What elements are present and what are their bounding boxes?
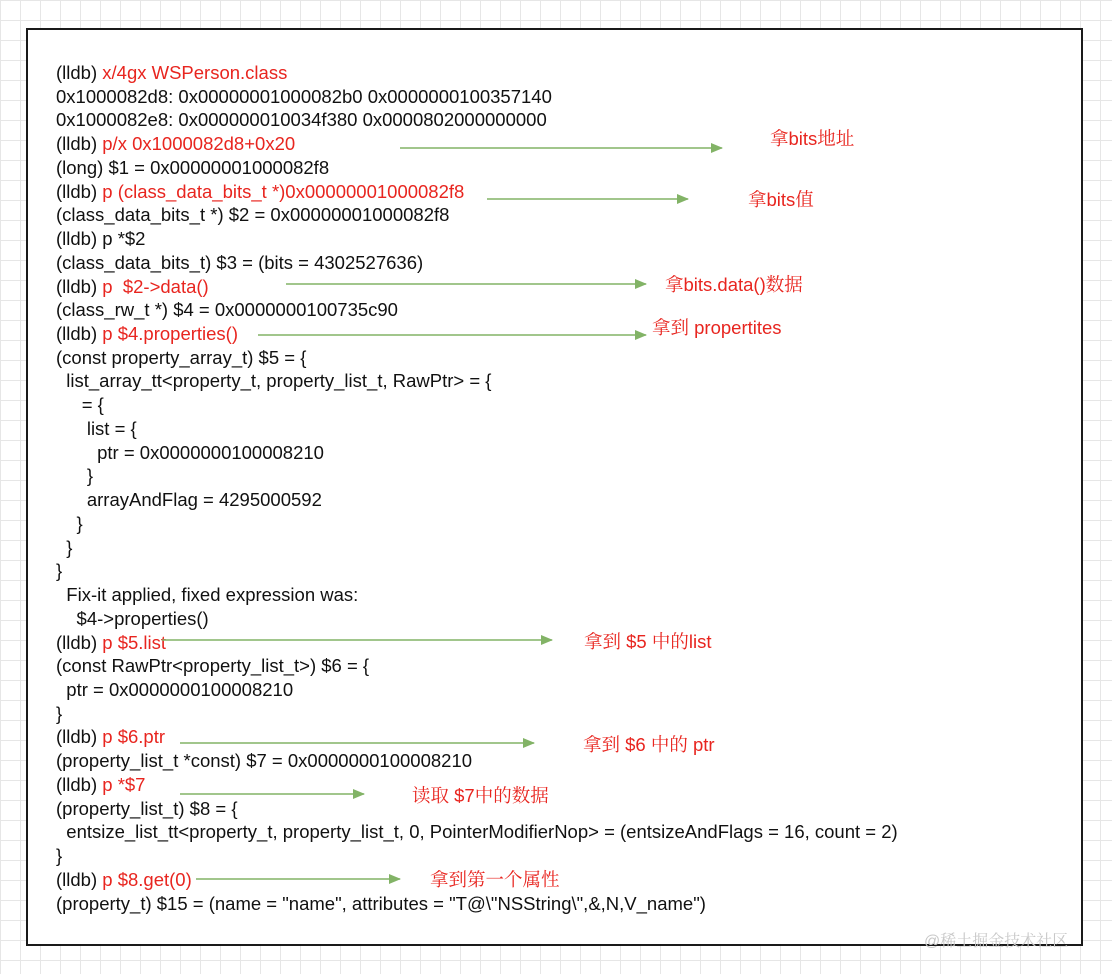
lldb-command: p $2->data() — [102, 275, 209, 297]
transcript-text: 0x1000082d8: 0x00000001000082b0 0x0000000100357140 — [56, 85, 552, 107]
transcript-text: (lldb) — [56, 275, 103, 297]
transcript-text: Fix-it applied, fixed expression was: — [56, 584, 364, 606]
lldb-command: p $8.get(0) — [102, 868, 192, 890]
annotation-arrows — [28, 30, 1081, 944]
transcript-text: (lldb) — [56, 133, 103, 155]
annotation-label: 拿到第一个属性 — [430, 869, 560, 890]
lldb-command: p (class_data_bits_t *)0x00000001000082f8 — [102, 180, 465, 202]
annotation-label: 拿到 $6 中的 ptr — [583, 734, 715, 755]
annotation-label: 拿bits地址 — [770, 128, 855, 149]
transcript-text: = { — [56, 394, 104, 416]
transcript-text: (lldb) p *$2 — [56, 228, 146, 250]
annotation-label: 拿到 $5 中的list — [584, 631, 712, 652]
lldb-command: p $4.properties() — [102, 323, 238, 345]
transcript-text: (lldb) — [56, 180, 103, 202]
transcript-text: (class_data_bits_t) $3 = (bits = 4302527636) — [56, 251, 424, 273]
lldb-command: p *$7 — [102, 773, 146, 795]
transcript-text: (lldb) — [56, 62, 103, 83]
transcript-text: ptr = 0x0000000100008210 — [56, 678, 294, 700]
transcript-text: (lldb) — [56, 631, 103, 653]
transcript-text: (const property_array_t) $5 = { — [56, 346, 307, 368]
transcript-text: (class_data_bits_t *) $2 = 0x00000001000082f8 — [56, 204, 450, 226]
code-frame — [26, 28, 1083, 946]
transcript-text: (long) $1 = 0x00000001000082f8 — [56, 156, 330, 178]
lldb-command: p $5.list — [102, 631, 167, 653]
transcript-text: } — [56, 702, 63, 724]
transcript-text: (property_t) $15 = (name = "name", attributes = "T@\"NSString\",&,N,V_name") — [56, 892, 706, 914]
lldb-command: p/x 0x1000082d8+0x20 — [102, 133, 296, 155]
annotation-label: 读取 $7中的数据 — [412, 785, 549, 806]
transcript-text: list = { — [56, 417, 137, 439]
transcript-text: (lldb) — [56, 773, 103, 795]
transcript-text: (property_list_t) $8 = { — [56, 797, 238, 819]
transcript-text: ptr = 0x0000000100008210 — [56, 441, 324, 463]
transcript-text: } — [56, 512, 83, 534]
transcript-text: } — [56, 560, 63, 582]
transcript-text: } — [56, 845, 63, 867]
transcript-text: } — [56, 465, 94, 487]
annotation-label: 拿bits值 — [748, 189, 814, 210]
transcript-text: (property_list_t *const) $7 = 0x0000000100008210 — [56, 750, 473, 772]
annotation-label: 拿到 propertites — [652, 317, 782, 338]
lldb-command: p $6.ptr — [102, 726, 166, 748]
transcript-text: (lldb) — [56, 868, 103, 890]
transcript-text: 0x1000082e8: 0x000000010034f380 0x0000802000000000 — [56, 109, 547, 131]
transcript-text: arrayAndFlag = 4295000592 — [56, 489, 322, 511]
annotation-label: 拿bits.data()数据 — [665, 274, 803, 295]
transcript-text: (const RawPtr<property_list_t>) $6 = { — [56, 655, 370, 677]
transcript-text: list_array_tt<property_t, property_list_t, RawPtr> = { — [56, 370, 492, 392]
watermark: @稀土掘金技术社区 — [924, 933, 1069, 950]
transcript-text: (class_rw_t *) $4 = 0x0000000100735c90 — [56, 299, 398, 321]
transcript-text: $4->properties() — [56, 607, 209, 629]
lldb-command: x/4gx WSPerson.class — [102, 62, 288, 83]
transcript-text: (lldb) — [56, 323, 103, 345]
transcript-text: (lldb) — [56, 726, 103, 748]
transcript-text: } — [56, 536, 73, 558]
transcript-text: entsize_list_tt<property_t, property_list_t, 0, PointerModifierNop> = (entsizeAndFlags = 16, count = 2) — [56, 821, 898, 843]
